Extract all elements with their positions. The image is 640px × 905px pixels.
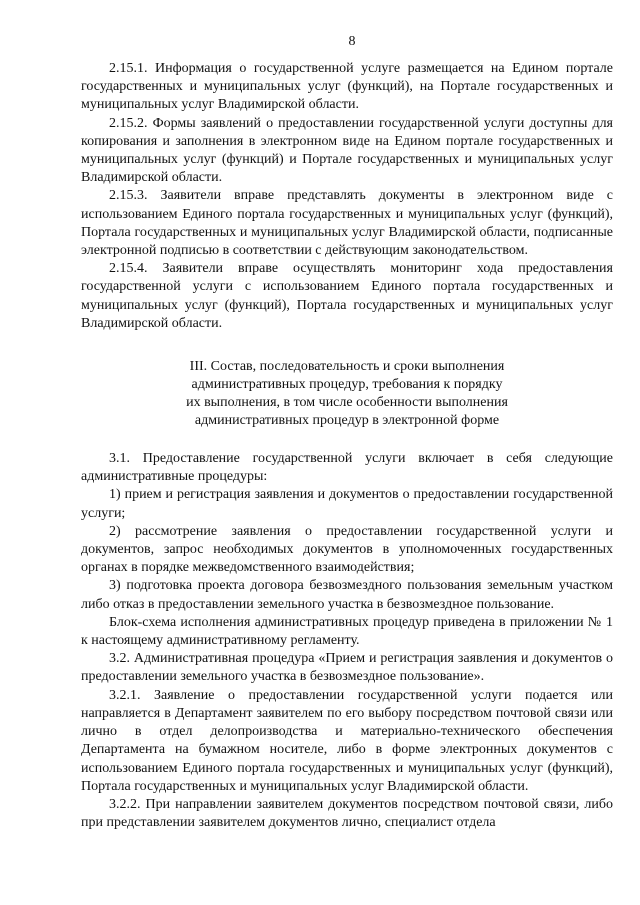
- paragraph-3-2: 3.2. Административная процедура «Прием и регистрация заявления и документов о предоставлении земельного участка в безвозмездное пользование».: [81, 651, 613, 685]
- section-heading-line: их выполнения, в том числе особенности выполнения: [186, 395, 508, 411]
- paragraph-flowchart-reference: Блок-схема исполнения административных процедур приведена в приложении № 1 к настоящему административному регламенту.: [81, 614, 613, 649]
- list-item-procedure-1: 1) прием и регистрация заявления и документов о предоставлении государственной услуги;: [81, 487, 613, 521]
- list-item-procedure-3: 3) подготовка проекта договора безвозмездного пользования земельным участком либо отказ в предоставлении земельного участка в безвозмездное пользование.: [81, 578, 613, 612]
- paragraph-3-2-1: 3.2.1. Заявление о предоставлении государственной услуги подается или направляется в Департамент заявителем по его выбору посредством почтовой связи или лично в отдел делопроизводства и материально-технического обеспечения Департамента на бумажном носителе, либо в форме электронных документов с использованием Единого портала государственных и муниципальных услуг (функций), Портала государственных и муниципальных услуг Владимирской области.: [81, 687, 613, 794]
- paragraph-2-15-4: 2.15.4. Заявители вправе осуществлять мониторинг хода предоставления государственной услуги с использованием Единого портала государственных и муниципальных услуг (функций), Портала государственных и муниципальных услуг Владимирской области.: [81, 261, 613, 331]
- paragraph-3-1: 3.1. Предоставление государственной услуги включает в себя следующие административные процедуры:: [81, 451, 613, 485]
- page-number: 8: [348, 34, 356, 49]
- paragraph-2-15-3: 2.15.3. Заявители вправе представлять документы в электронном виде с использованием Единого портала государственных и муниципальных услуг (функций), Портала государственных и муниципальных услуг Владимирской области, подписанные электронной подписью в соответствии с действующим законодательством.: [81, 188, 613, 259]
- paragraph-3-2-2: 3.2.2. При направлении заявителем документов посредством почтовой связи, либо при представлении заявителем документов лично, специалист отдела: [81, 796, 613, 831]
- paragraph-2-15-2: 2.15.2. Формы заявлений о предоставлении государственной услуги доступны для копирования и заполнения в электронном виде на Едином портале государственных и муниципальных услуг (функций) и Портале государственных и муниципальных услуг Владимирской области.: [81, 115, 613, 186]
- list-item-procedure-2: 2) рассмотрение заявления о предоставлении государственной услуги и документов, запрос необходимых документов в уполномоченных государственных органах в порядке межведомственного взаимодействия;: [81, 523, 613, 576]
- section-heading-line: административных процедур, требования к порядку: [191, 377, 503, 393]
- section-heading-line: административных процедур в электронной форме: [194, 413, 500, 429]
- section-heading-line: III. Состав, последовательность и сроки выполнения: [189, 359, 505, 375]
- paragraph-2-15-1: 2.15.1. Информация о государственной услуге размещается на Едином портале государственных и муниципальных услуг (функций), на Портале государственных и муниципальных услуг Владимирской области.: [81, 61, 613, 113]
- section-heading: [81, 358, 613, 430]
